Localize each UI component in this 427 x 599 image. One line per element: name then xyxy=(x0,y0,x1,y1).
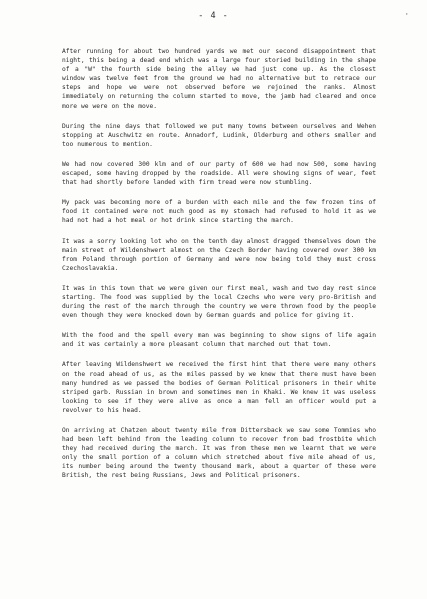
paragraph-3: We had now covered 300 klm and of our party of 600 we had now 500, some having escaped, some having dropped by the roadside. All were showing signs of wear, feet that had shortly before landed with firm tread were now stumbling. xyxy=(62,160,376,187)
paragraph-5: It was a sorry looking lot who on the tenth day almost dragged themselves down the main street of Wildenshwert almost on the Czech Border having covered over 300 km from Poland through portion of Germany and were now being told they must cross Czechoslavakia. xyxy=(62,237,376,272)
paragraph-1: After running for about two hundred yards we met our second disappointment that night, this being a dead end which was a large four storied building in the shape of a "W" the fourth side being the alley we had just come up. As the closest window was twelve feet from the ground we had no alternative but to retrace our steps and hope we were not observed before we rejoined the ranks. Almost immediately on returning the column started to move, the jamb had cleared and once more we were on the move. xyxy=(62,48,376,110)
body-text xyxy=(62,47,376,492)
paragraph-6: It was in this town that we were given our first meal, wash and two day rest since starting. The food was supplied by the local Czechs who were very pro-British and during the rest of the march through the country we were thrown food by the people even though they were knocked down by German guards and police for giving it. xyxy=(62,284,376,320)
page-number: - 4 - xyxy=(198,11,229,21)
paragraph-9: On arriving at Chatzen about twenty mile from Dittersback we saw some Tommies who had been left behind from the leading column to recover from bad frostbite which they had received during the march. It was from these men we learnt that we were only the small portion of a column which stretched about five mile ahead of us, its number being around the twenty thousand mark, about a quarter of these were British, the rest being Russians, Jews and Political prisoners. xyxy=(62,427,376,480)
paragraph-7: With the food and the spell every man was beginning to show signs of life again and it was certainly a more pleasant column that marched out that town. xyxy=(62,332,376,349)
corner-mark: ' xyxy=(404,12,409,20)
paragraph-8: After leaving Wildenshwert we received the first hint that there were many others on the road ahead of us, as the miles passed by we knew that there must have been many hundred as we passed the bodies of German Political prisoners in their white striped garb. Russian in brown and sometimes men in Khaki. We knew it was useless looking to see if they were alive as once a man fell an officer would put a revolver to his head. xyxy=(62,361,376,414)
paragraph-2: During the nine days that followed we put many towns between ourselves and Wehen stopping at Auschwitz en route. Annadorf, Ludink, Olderburg and others smaller and too numerous to mention. xyxy=(62,122,376,148)
paragraph-4: My pack was becoming more of a burden with each mile and the few frozen tins of food it contained were not much good as my stomach had refused to hold it as we had not had a hot meal or hot drink since starting the march. xyxy=(62,199,376,225)
